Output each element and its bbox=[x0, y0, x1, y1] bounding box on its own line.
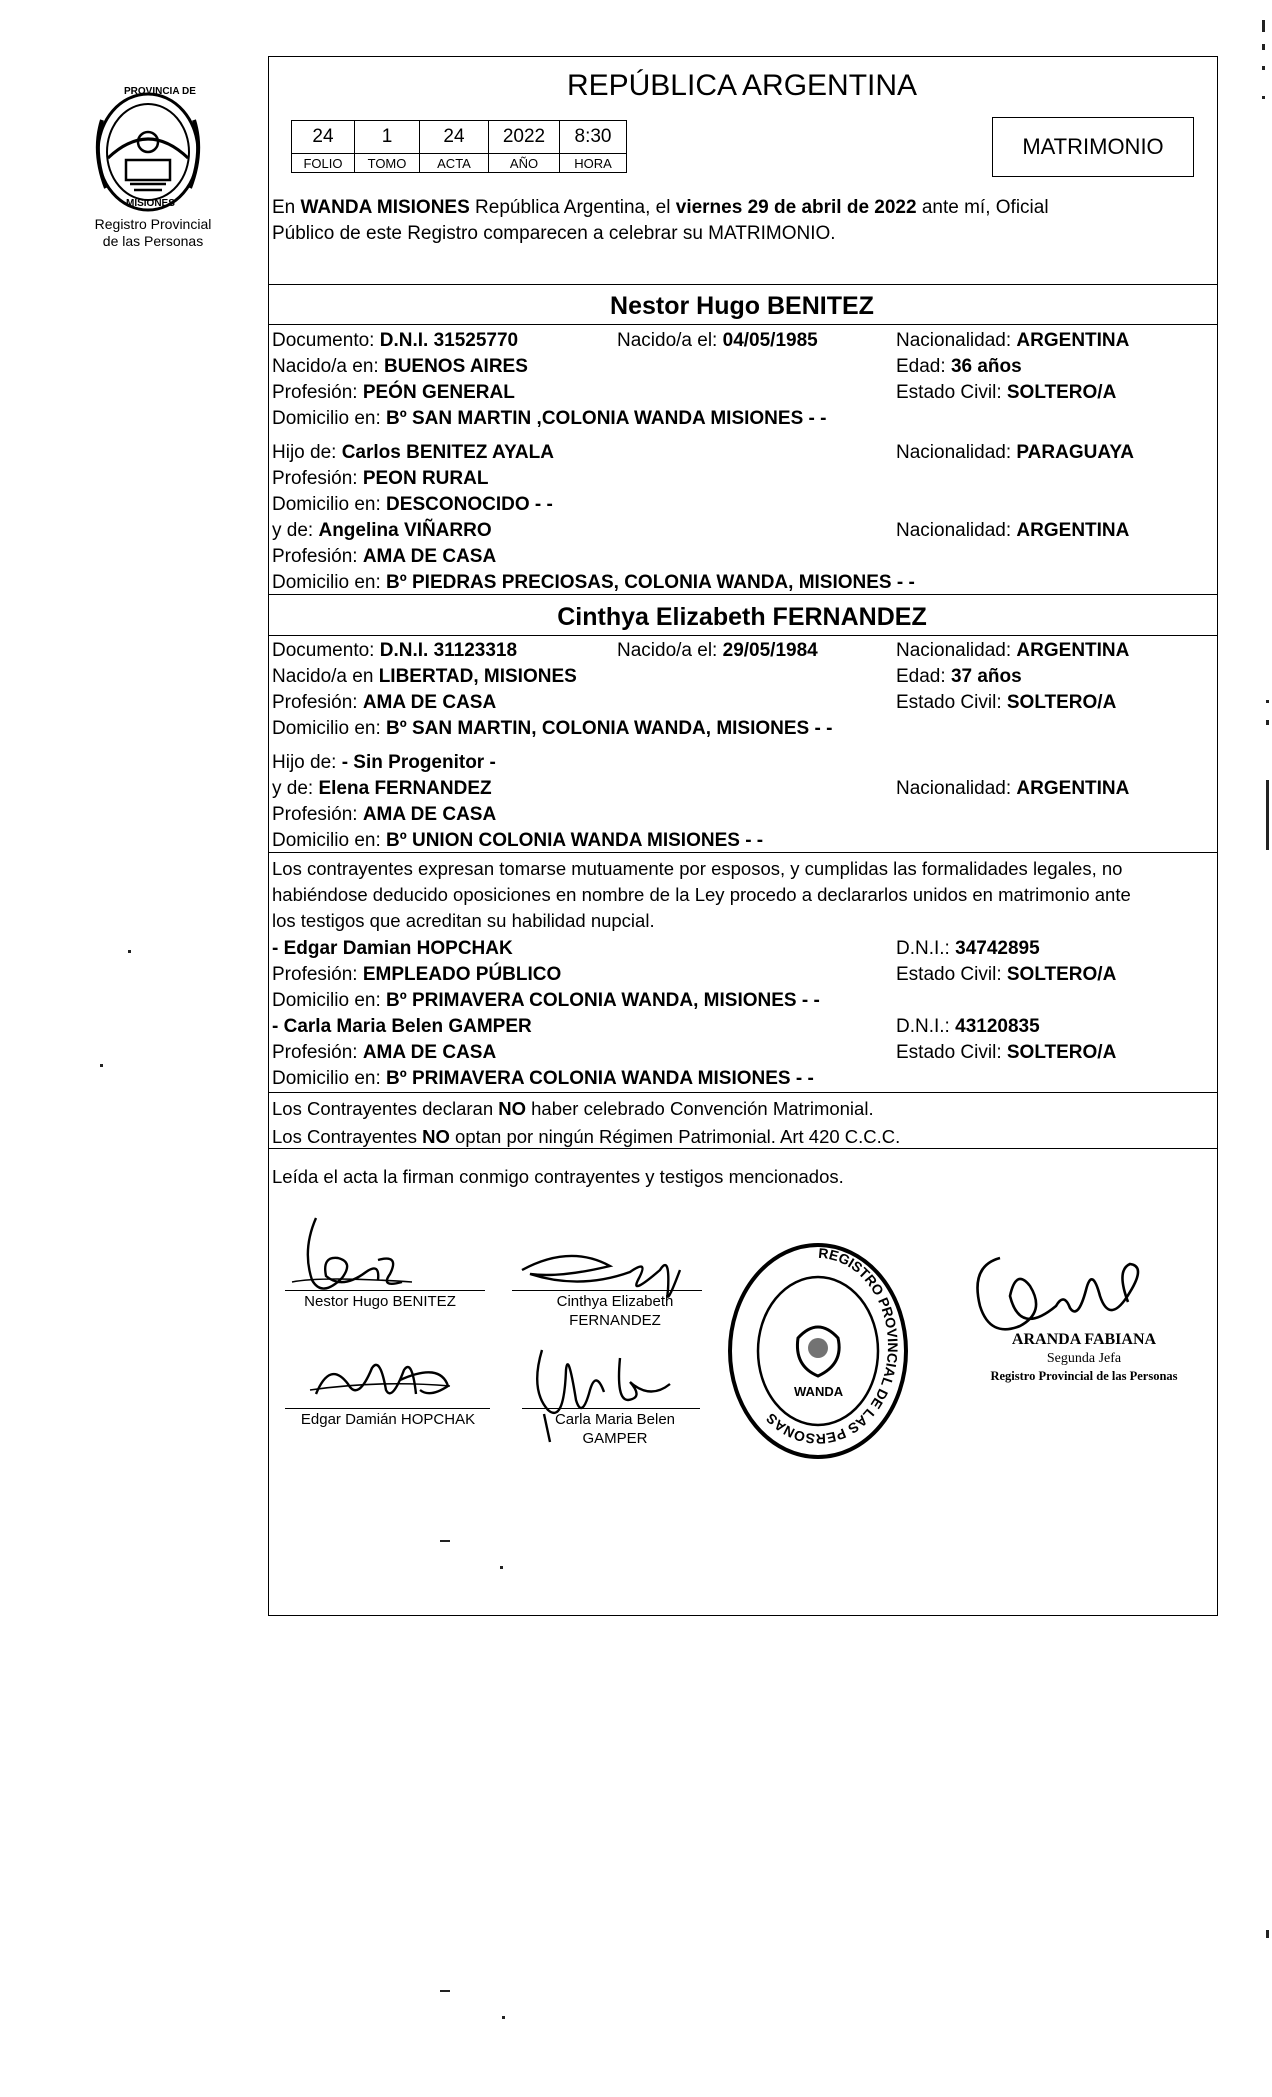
value: Bº SAN MARTIN ,COLONIA WANDA MISIONES - - bbox=[386, 408, 827, 429]
bride-father bbox=[272, 750, 496, 776]
label: Estado Civil: bbox=[896, 964, 1007, 985]
official-title: Segunda Jefa bbox=[1046, 1351, 1122, 1366]
tomo-value: 1 bbox=[355, 121, 420, 154]
label: Hijo de: bbox=[272, 442, 342, 463]
value: 36 años bbox=[950, 356, 1022, 377]
bride-mother-address bbox=[272, 828, 763, 854]
witness1-dni bbox=[896, 936, 1040, 962]
label: Nacido/a en bbox=[272, 666, 379, 687]
value: - Edgar Damian HOPCHAK bbox=[272, 938, 513, 959]
logo-caption-line2: de las Personas bbox=[102, 233, 204, 249]
acta-label: ACTA bbox=[420, 154, 489, 173]
value: Bº PRIMAVERA COLONIA WANDA, MISIONES - - bbox=[386, 990, 820, 1011]
label: D.N.I.: bbox=[896, 938, 956, 959]
scan-mark bbox=[1266, 1930, 1269, 1938]
bride-mother bbox=[272, 776, 492, 802]
value: SOLTERO/A bbox=[1006, 692, 1117, 713]
label: Nacionalidad: bbox=[896, 330, 1017, 351]
label: Domicilio en: bbox=[272, 830, 387, 851]
label: y de: bbox=[272, 520, 319, 541]
record-type-box: MATRIMONIO bbox=[992, 117, 1194, 177]
groom-name-title: Nestor Hugo BENITEZ bbox=[610, 292, 874, 320]
label: Domicilio en: bbox=[272, 718, 387, 739]
value: Bº PRIMAVERA COLONIA WANDA MISIONES - - bbox=[386, 1068, 814, 1089]
label: Nacionalidad: bbox=[896, 778, 1017, 799]
registry-stamp-icon bbox=[724, 1238, 912, 1464]
groom-mother bbox=[272, 518, 492, 544]
label: D.N.I.: bbox=[896, 1016, 956, 1037]
scan-mark bbox=[1262, 44, 1265, 50]
label: Profesión: bbox=[272, 692, 363, 713]
groom-mother-nationality bbox=[896, 518, 1129, 544]
witness1-name bbox=[272, 936, 513, 962]
value: - Sin Progenitor - bbox=[341, 752, 496, 773]
convention-line2 bbox=[272, 1124, 900, 1150]
witness2-profession bbox=[272, 1040, 496, 1066]
witness2-civil-status bbox=[896, 1040, 1116, 1066]
text: optan por ningún Régimen Patrimonial. Art 420 C.C.C. bbox=[449, 1126, 901, 1147]
value: ARGENTINA bbox=[1016, 520, 1130, 541]
witness2-address bbox=[272, 1066, 814, 1092]
intro-place: WANDA MISIONES bbox=[300, 197, 470, 218]
groom-signature-label: Nestor Hugo BENITEZ bbox=[304, 1293, 456, 1310]
value: D.N.I. 31123318 bbox=[379, 640, 518, 661]
value: - Carla Maria Belen GAMPER bbox=[272, 1016, 532, 1037]
groom-nationality bbox=[896, 328, 1129, 354]
official-name: ARANDA FABIANA bbox=[1011, 1331, 1157, 1348]
value: AMA DE CASA bbox=[362, 804, 497, 825]
intro-text-a: En bbox=[272, 197, 301, 218]
label: Profesión: bbox=[272, 1042, 363, 1063]
groom-profession bbox=[272, 380, 515, 406]
witness1-signature-icon bbox=[300, 1350, 460, 1410]
text: Los Contrayentes bbox=[272, 1126, 423, 1147]
divider-groom-title bbox=[268, 324, 1218, 325]
declaration-line1: Los contrayentes expresan tomarse mutuamente por esposos, y cumplidas las formalidades legales, no bbox=[272, 858, 1123, 879]
label: Nacionalidad: bbox=[896, 442, 1017, 463]
value: DESCONOCIDO - - bbox=[386, 494, 553, 515]
bride-signature-line bbox=[512, 1290, 702, 1291]
logo-caption bbox=[78, 216, 228, 250]
scan-mark bbox=[1262, 66, 1265, 70]
value: SOLTERO/A bbox=[1006, 382, 1117, 403]
hora-label: HORA bbox=[560, 154, 627, 173]
divider-bride-title bbox=[268, 635, 1218, 636]
scan-mark bbox=[1266, 700, 1269, 703]
scan-mark bbox=[440, 1540, 450, 1542]
witness2-dni bbox=[896, 1014, 1040, 1040]
bride-document bbox=[272, 638, 517, 664]
value: AMA DE CASA bbox=[362, 692, 497, 713]
groom-signature-icon bbox=[282, 1210, 422, 1300]
witness1-civil-status bbox=[896, 962, 1116, 988]
bride-mother-nationality bbox=[896, 776, 1129, 802]
convention-line1 bbox=[272, 1096, 874, 1122]
tomo-label: TOMO bbox=[355, 154, 420, 173]
province-logo bbox=[78, 80, 218, 220]
bride-civil-status bbox=[896, 690, 1116, 716]
bride-address bbox=[272, 716, 832, 742]
value: Bº UNION COLONIA WANDA MISIONES - - bbox=[386, 830, 764, 851]
closing-statement: Leída el acta la firman conmigo contrayentes y testigos mencionados. bbox=[272, 1166, 844, 1187]
value: SOLTERO/A bbox=[1006, 1042, 1117, 1063]
value: Angelina VIÑARRO bbox=[318, 520, 492, 541]
value: D.N.I. 31525770 bbox=[379, 330, 519, 351]
scan-mark bbox=[128, 950, 131, 953]
witness2-name bbox=[272, 1014, 532, 1040]
hora-value: 8:30 bbox=[560, 121, 627, 154]
value: Bº SAN MARTIN, COLONIA WANDA, MISIONES - - bbox=[386, 718, 833, 739]
groom-father-address bbox=[272, 492, 553, 518]
label: Profesión: bbox=[272, 546, 363, 567]
scan-mark bbox=[502, 2016, 505, 2019]
text: Los Contrayentes declaran bbox=[272, 1098, 499, 1119]
bride-born-date bbox=[617, 638, 818, 664]
witness2-signature-label-line2: GAMPER bbox=[582, 1430, 648, 1447]
folio-label: FOLIO bbox=[292, 154, 355, 173]
witness2-signature-label bbox=[540, 1410, 690, 1448]
groom-mother-address bbox=[272, 570, 915, 596]
label: Domicilio en: bbox=[272, 1068, 387, 1089]
label: Nacionalidad: bbox=[896, 520, 1017, 541]
bride-signature-label bbox=[540, 1292, 690, 1330]
value: ARGENTINA bbox=[1016, 330, 1130, 351]
label: Nacido/a el: bbox=[617, 330, 723, 351]
scan-mark bbox=[500, 1566, 503, 1569]
value: 29/05/1984 bbox=[722, 640, 818, 661]
value: 43120835 bbox=[955, 1016, 1040, 1037]
emphasis: NO bbox=[498, 1098, 526, 1119]
groom-father-nationality bbox=[896, 440, 1134, 466]
value: 37 años bbox=[950, 666, 1022, 687]
groom-born-in bbox=[272, 354, 528, 380]
record-meta-table bbox=[291, 120, 627, 173]
seal-text-top: PROVINCIA DE bbox=[124, 86, 196, 97]
label: Domicilio en: bbox=[272, 408, 387, 429]
stamp-center-text: WANDA bbox=[794, 1384, 844, 1399]
groom-mother-profession bbox=[272, 544, 496, 570]
witness2-signature-label-line1: Carla Maria Belen bbox=[554, 1411, 676, 1428]
declaration-text bbox=[272, 856, 1131, 934]
bride-profession bbox=[272, 690, 496, 716]
label: Estado Civil: bbox=[896, 1042, 1007, 1063]
anio-value: 2022 bbox=[489, 121, 560, 154]
value: ARGENTINA bbox=[1016, 640, 1130, 661]
label: Documento: bbox=[272, 330, 380, 351]
label: Profesión: bbox=[272, 468, 363, 489]
divider-convention bbox=[268, 1092, 1218, 1093]
groom-born-date bbox=[617, 328, 818, 354]
groom-age bbox=[896, 354, 1022, 380]
label: Nacido/a en: bbox=[272, 356, 384, 377]
label: Profesión: bbox=[272, 382, 363, 403]
acta-value: 24 bbox=[420, 121, 489, 154]
groom-father-profession bbox=[272, 466, 488, 492]
folio-value: 24 bbox=[292, 121, 355, 154]
anio-label: AÑO bbox=[489, 154, 560, 173]
label: Hijo de: bbox=[272, 752, 342, 773]
value: EMPLEADO PÚBLICO bbox=[362, 964, 562, 985]
value: PEON RURAL bbox=[362, 468, 489, 489]
value: SOLTERO/A bbox=[1006, 964, 1117, 985]
bride-nationality bbox=[896, 638, 1129, 664]
groom-document bbox=[272, 328, 518, 354]
label: Domicilio en: bbox=[272, 572, 387, 593]
scan-mark bbox=[1266, 720, 1269, 725]
witness2-signature-line bbox=[522, 1408, 700, 1409]
value: AMA DE CASA bbox=[362, 1042, 497, 1063]
groom-signature-line bbox=[285, 1290, 485, 1291]
groom-civil-status bbox=[896, 380, 1116, 406]
value: LIBERTAD, MISIONES bbox=[378, 666, 577, 687]
official-office: Registro Provincial de las Personas bbox=[990, 1369, 1178, 1383]
text: haber celebrado Convención Matrimonial. bbox=[526, 1098, 874, 1119]
value: BUENOS AIRES bbox=[383, 356, 528, 377]
emphasis: NO bbox=[422, 1126, 450, 1147]
label: y de: bbox=[272, 778, 319, 799]
scan-mark bbox=[100, 1064, 103, 1067]
declaration-line2: habiéndose deducido oposiciones en nombre de la Ley procedo a declararlos unidos en matrimonio ante bbox=[272, 884, 1131, 905]
logo-caption-line1: Registro Provincial bbox=[94, 216, 212, 232]
official-block bbox=[984, 1330, 1184, 1384]
witness1-profession bbox=[272, 962, 561, 988]
label: Profesión: bbox=[272, 804, 363, 825]
value: ARGENTINA bbox=[1016, 778, 1130, 799]
witness1-signature-label: Edgar Damián HOPCHAK bbox=[300, 1411, 476, 1428]
intro-line1 bbox=[272, 195, 1049, 221]
page-title: REPÚBLICA ARGENTINA bbox=[566, 69, 918, 102]
value: Elena FERNANDEZ bbox=[318, 778, 492, 799]
label: Domicilio en: bbox=[272, 494, 387, 515]
intro-text-c: ante mí, Oficial bbox=[916, 197, 1049, 218]
groom-father bbox=[272, 440, 554, 466]
value: Bº PIEDRAS PRECIOSAS, COLONIA WANDA, MISIONES - - bbox=[386, 572, 915, 593]
value: AMA DE CASA bbox=[362, 546, 497, 567]
bride-mother-profession bbox=[272, 802, 496, 828]
witness1-signature-line bbox=[285, 1408, 490, 1409]
declaration-line3: los testigos que acreditan su habilidad nupcial. bbox=[272, 910, 655, 931]
label: Domicilio en: bbox=[272, 990, 387, 1011]
label: Nacionalidad: bbox=[896, 640, 1017, 661]
label: Profesión: bbox=[272, 964, 363, 985]
label: Estado Civil: bbox=[896, 382, 1007, 403]
scan-mark bbox=[1262, 20, 1265, 32]
bride-signature-label-line2: FERNANDEZ bbox=[569, 1312, 661, 1329]
label: Nacido/a el: bbox=[617, 640, 723, 661]
value: Carlos BENITEZ AYALA bbox=[341, 442, 554, 463]
scan-mark bbox=[1262, 96, 1265, 99]
scan-mark bbox=[440, 1990, 450, 1992]
groom-address bbox=[272, 406, 826, 432]
witness1-address bbox=[272, 988, 820, 1014]
registry-stamp bbox=[724, 1238, 912, 1464]
divider-header bbox=[268, 284, 1218, 285]
intro-line2: Público de este Registro comparecen a celebrar su MATRIMONIO. bbox=[272, 223, 836, 244]
value: PARAGUAYA bbox=[1016, 442, 1134, 463]
stamp-ring-text: REGISTRO PROVINCIAL DE LAS PERSONAS bbox=[762, 1244, 902, 1448]
bride-signature-label-line1: Cinthya Elizabeth bbox=[556, 1293, 674, 1310]
label: Edad: bbox=[896, 666, 951, 687]
bride-age bbox=[896, 664, 1022, 690]
seal-text-bottom: MISIONES bbox=[126, 198, 175, 209]
bride-name-title: Cinthya Elizabeth FERNANDEZ bbox=[557, 603, 927, 631]
intro-date: viernes 29 de abril de 2022 bbox=[675, 197, 917, 218]
value: 34742895 bbox=[955, 938, 1040, 959]
label: Estado Civil: bbox=[896, 692, 1007, 713]
value: PEÓN GENERAL bbox=[362, 382, 515, 403]
scan-mark bbox=[1266, 780, 1269, 850]
label: Documento: bbox=[272, 640, 380, 661]
bride-born-in bbox=[272, 664, 577, 690]
label: Edad: bbox=[896, 356, 951, 377]
value: 04/05/1985 bbox=[722, 330, 818, 351]
intro-text-b: República Argentina, el bbox=[469, 197, 676, 218]
